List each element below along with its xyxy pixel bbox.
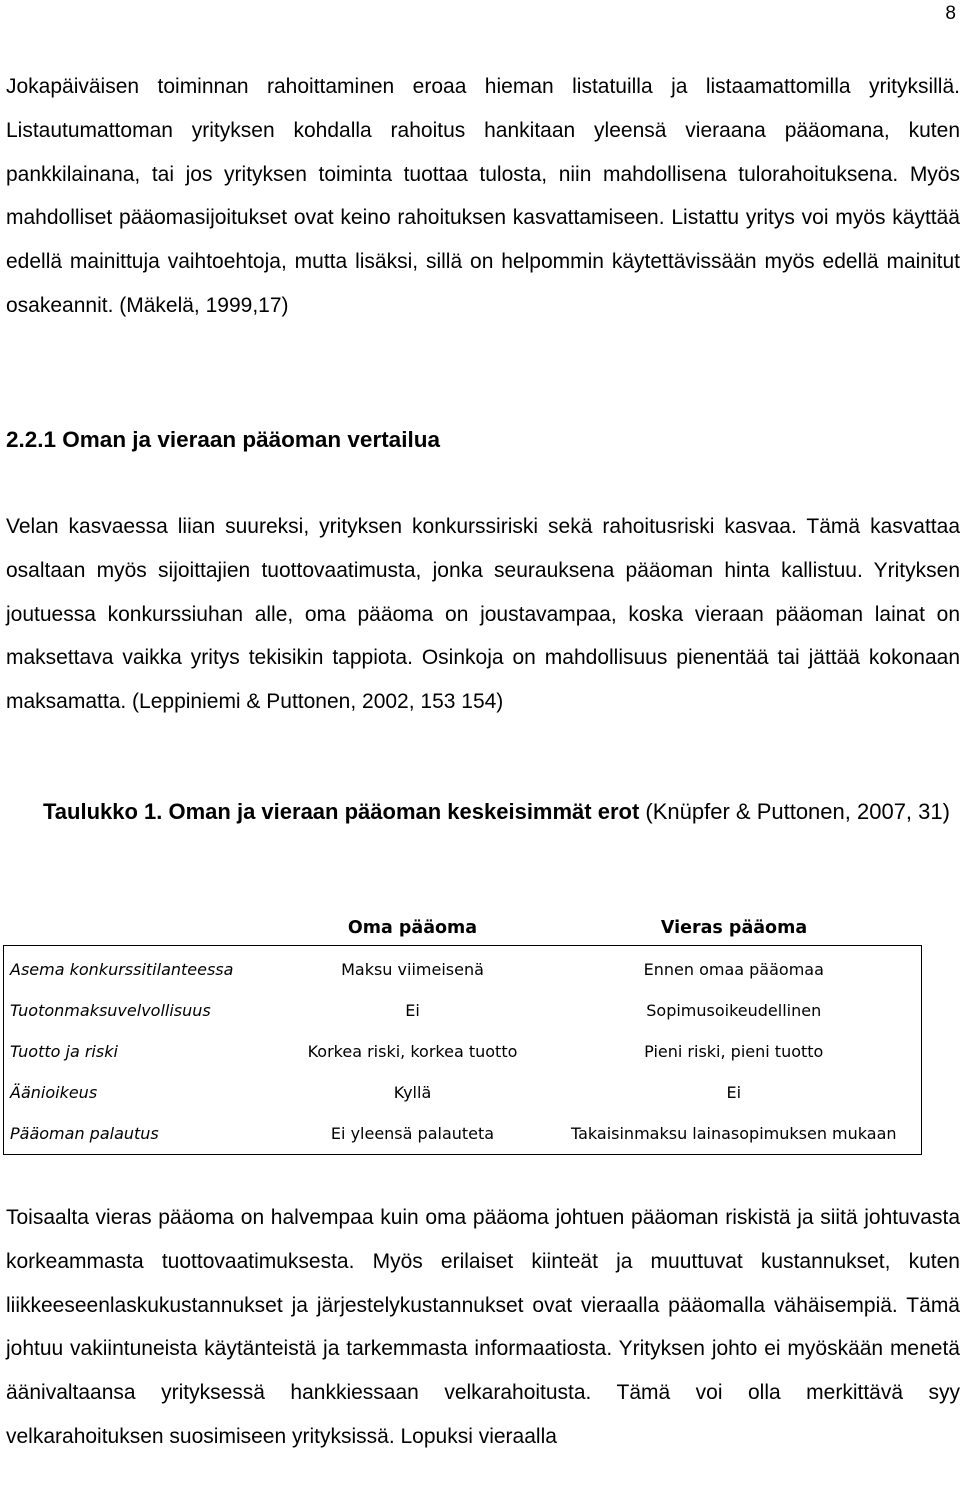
table-row xyxy=(4,1113,922,1155)
table-row xyxy=(4,946,922,991)
paragraph-financing-intro: Jokapäiväisen toiminnan rahoittaminen eroaa hieman listatuilla ja listaamattomilla yrityksillä. Listautumattoman yrityksen kohdalla rahoitus hankitaan yleensä vieraana pääomana, kuten pankkilainana, tai jos yrityksen toiminta tuottaa tulosta, niin mahdollisena tulorahoituksena. Myös mahdolliset pääomasijoitukset ovat keino rahoituksen kasvattamiseen. Listattu yritys voi myös käyttää edellä mainittuja vaihtoehtoja, mutta lisäksi, sillä on helpommin käytettävissään myös edellä mainitut osakeannit. (Mäkelä, 1999,17) xyxy=(6,75,960,317)
paragraph-debt-advantages: Toisaalta vieras pääoma on halvempaa kuin oma pääoma johtuen pääoman riskistä ja siitä johtuvasta korkeammasta tuottovaatimuksesta. Myös erilaiset kiinteät ja muuttuvat kustannukset, kuten liikkeeseenlaskukustannukset ja järjestelykustannukset ovat vieraalla pääomalla vähäisempiä. Tämä johtuu vakiintuneista käytänteistä ja tarkemmasta informaatiosta. Yrityksen johto ei myöskään menetä äänivaltaansa yrityksessä hankkiessaan velkarahoitusta. Tämä voi olla merkittävä syy velkarahoituksen suosimiseen yrityksissä. Lopuksi vieraalla xyxy=(6,1206,960,1448)
table-header-row xyxy=(4,911,922,946)
row-label: Äänioikeus xyxy=(10,1083,98,1102)
equity-cell: Ei xyxy=(405,1001,420,1020)
table-row xyxy=(4,1072,922,1113)
row-label: Tuotonmaksuvelvollisuus xyxy=(10,1001,211,1020)
equity-cell: Korkea riski, korkea tuotto xyxy=(307,1042,518,1061)
table-caption-title: Taulukko 1. Oman ja vieraan pääoman keskeisimmät erot xyxy=(43,799,640,824)
row-label: Tuotto ja riski xyxy=(10,1042,118,1061)
header-debt: Vieras pääoma xyxy=(660,918,808,938)
table-caption-source: (Knüpfer & Puttonen, 2007, 31) xyxy=(639,799,950,824)
debt-cell: Takaisinmaksu lainasopimuksen mukaan xyxy=(570,1124,897,1143)
page-number: 8 xyxy=(945,3,956,24)
debt-cell: Sopimusoikeudellinen xyxy=(646,1001,822,1020)
debt-cell: Pieni riski, pieni tuotto xyxy=(644,1042,824,1061)
equity-cell: Maksu viimeisenä xyxy=(341,960,484,979)
row-label: Pääoman palautus xyxy=(10,1124,159,1143)
table-row xyxy=(4,1031,922,1072)
equity-cell: Ei yleensä palauteta xyxy=(330,1124,495,1143)
header-empty xyxy=(4,911,279,946)
row-label: Asema konkurssitilanteessa xyxy=(10,960,234,979)
header-equity: Oma pääoma xyxy=(347,918,478,938)
section-heading: 2.2.1 Oman ja vieraan pääoman vertailua xyxy=(6,427,440,452)
comparison-table xyxy=(3,911,922,1155)
paragraph-debt-risk: Velan kasvaessa liian suureksi, yrityksen konkurssiriski sekä rahoitusriski kasvaa. Tämä kasvattaa osaltaan myös sijoittajien tuottovaatimusta, jonka seurauksena pääoman hinta kallistuu. Yrityksen joutuessa konkurssiuhan alle, oma pääoma on joustavampaa, koska vieraan pääoman lainat on maksettava vaikka yritys tekisikin tappiota. Osinkoja on mahdollisuus pienentää tai jättää kokonaan maksamatta. (Leppiniemi & Puttonen, 2002, 153 154) xyxy=(6,515,960,714)
table-caption xyxy=(43,789,960,834)
table-row xyxy=(4,990,922,1031)
comparison-table-wrapper xyxy=(3,911,921,1155)
equity-cell: Kyllä xyxy=(393,1083,432,1102)
debt-cell: Ei xyxy=(726,1083,742,1102)
debt-cell: Ennen omaa pääomaa xyxy=(643,960,824,979)
